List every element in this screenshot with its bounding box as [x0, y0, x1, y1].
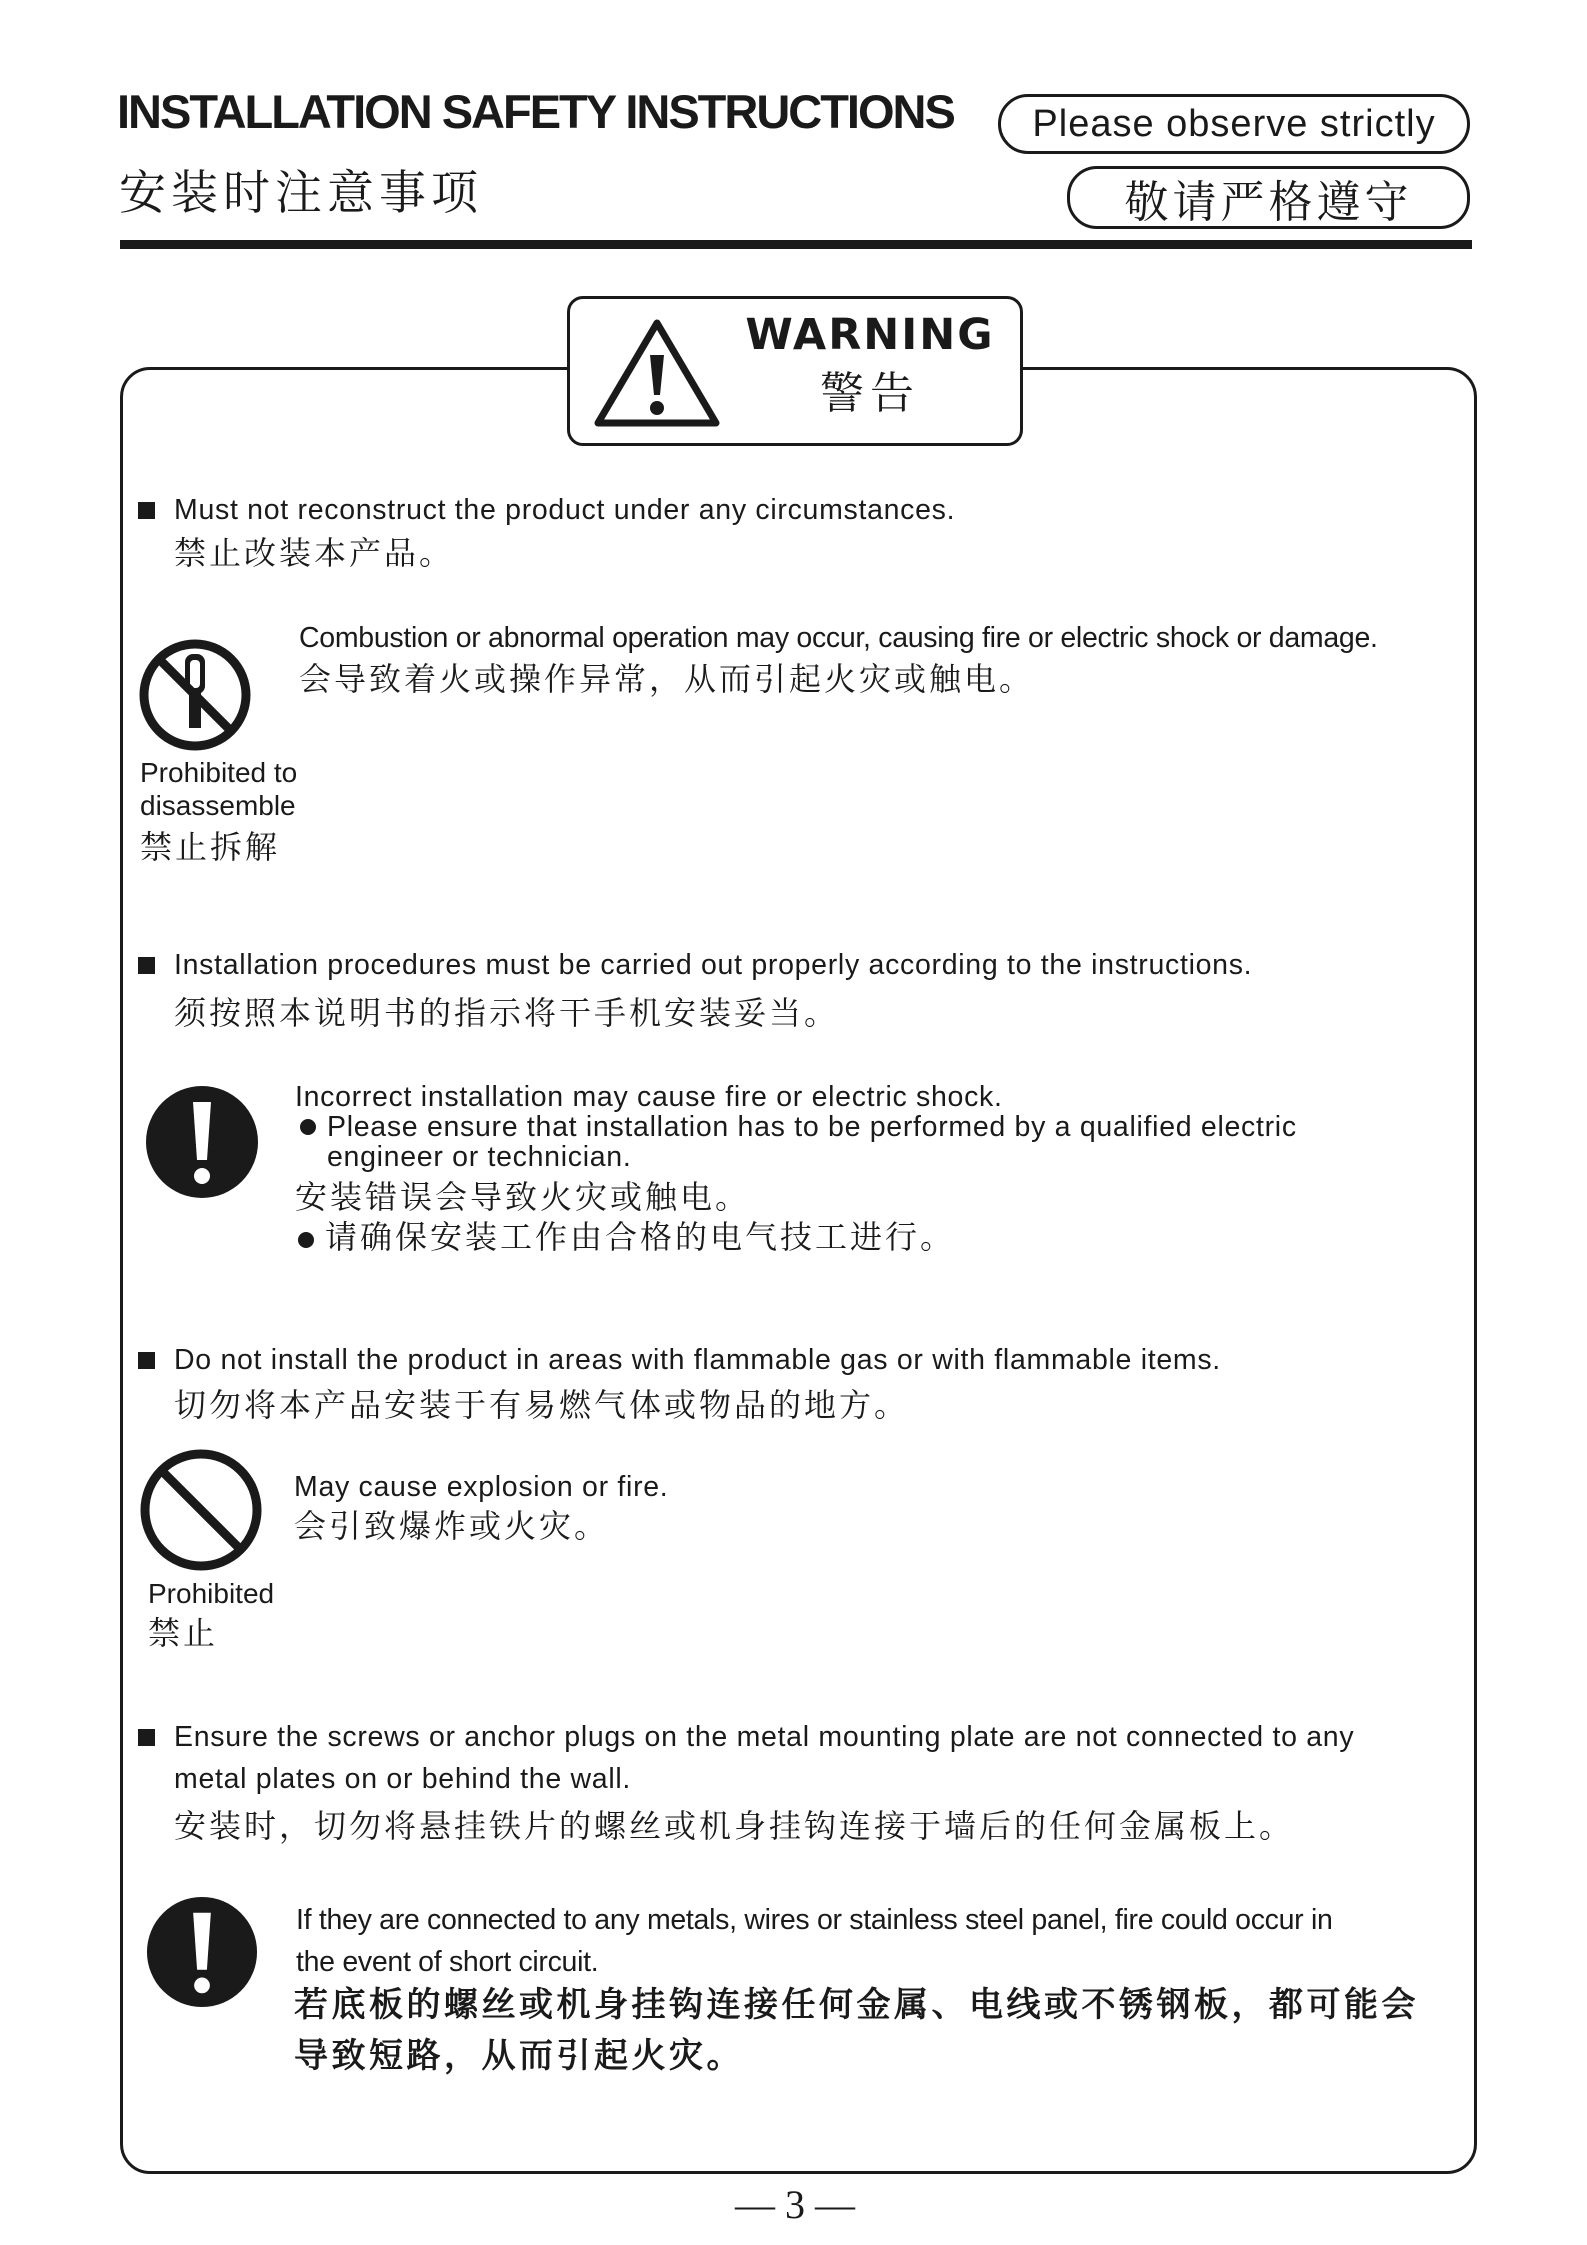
page-title-chinese: 安装时注意事项	[119, 166, 483, 221]
icon-caption-chinese: 禁止	[148, 1614, 219, 1652]
icon-caption-chinese: 禁止拆解	[140, 828, 281, 866]
item-heading: Ensure the screws or anchor plugs on the metal mounting plate are not connected to any	[174, 1721, 1355, 1753]
item-heading: metal plates on or behind the wall.	[174, 1763, 632, 1795]
bullet-square	[138, 957, 155, 974]
item-heading-chinese: 安装时，切勿将悬挂铁片的螺丝或机身挂钩连接于墙后的任何金属板上。	[174, 1807, 1295, 1845]
item-detail-chinese: 会引致爆炸或火灾。	[294, 1507, 610, 1545]
item-heading-chinese: 禁止改装本产品。	[174, 534, 455, 572]
bullet-square	[138, 1352, 155, 1369]
item-detail: May cause explosion or fire.	[294, 1471, 669, 1503]
bullet-dot	[298, 1232, 314, 1248]
page-title: INSTALLATION SAFETY INSTRUCTIONS	[117, 85, 954, 138]
icon-caption: Prohibited to	[140, 757, 298, 788]
icon-caption: Prohibited	[148, 1578, 275, 1609]
exclamation-icon	[145, 1895, 259, 2009]
item-heading: Installation procedures must be carried out properly according to the instructions.	[174, 949, 1253, 981]
item-detail-chinese: 安装错误会导致火灾或触电。	[295, 1178, 751, 1216]
bullet-square	[138, 502, 155, 519]
item-detail-chinese: 若底板的螺丝或机身挂钩连接任何金属、电线或不锈钢板，都可能会	[294, 1985, 1419, 2025]
exclamation-icon	[144, 1084, 260, 1200]
icon-caption: disassemble	[140, 790, 296, 821]
warning-label-chinese: 警告	[820, 368, 920, 419]
item-heading-chinese: 须按照本说明书的指示将干手机安装妥当。	[174, 994, 840, 1032]
bullet-dot	[300, 1119, 316, 1135]
observe-badge: Please observe strictly	[998, 94, 1470, 154]
warning-triangle-icon	[592, 315, 722, 429]
item-heading: Do not install the product in areas with flammable gas or with flammable items.	[174, 1344, 1221, 1376]
warning-label: WARNING	[745, 310, 995, 360]
prohibited-icon	[139, 1448, 263, 1572]
item-detail: Combustion or abnormal operation may occur, causing fire or electric shock or damage.	[299, 622, 1378, 654]
item-heading: Must not reconstruct the product under any circumstances.	[174, 494, 956, 526]
item-heading-chinese: 切勿将本产品安装于有易燃气体或物品的地方。	[174, 1386, 910, 1424]
item-bullet: Please ensure that installation has to be performed by a qualified electric	[327, 1111, 1297, 1143]
item-detail: the event of short circuit.	[296, 1946, 599, 1978]
header-divider	[120, 240, 1472, 249]
item-bullet-chinese: 请确保安装工作由合格的电气技工进行。	[325, 1218, 956, 1256]
page-number: — 3 —	[735, 2182, 855, 2227]
item-detail-chinese: 导致短路，从而引起火灾。	[294, 2036, 744, 2076]
observe-badge-chinese: 敬请严格遵守	[1067, 166, 1470, 229]
item-detail: Incorrect installation may cause fire or electric shock.	[295, 1081, 1003, 1113]
item-detail: If they are connected to any metals, wires or stainless steel panel, fire could occur in	[296, 1904, 1333, 1936]
no-disassembly-icon	[136, 636, 254, 754]
item-bullet: engineer or technician.	[327, 1141, 632, 1173]
item-detail-chinese: 会导致着火或操作异常，从而引起火灾或触电。	[299, 660, 1035, 698]
bullet-square	[138, 1729, 155, 1746]
